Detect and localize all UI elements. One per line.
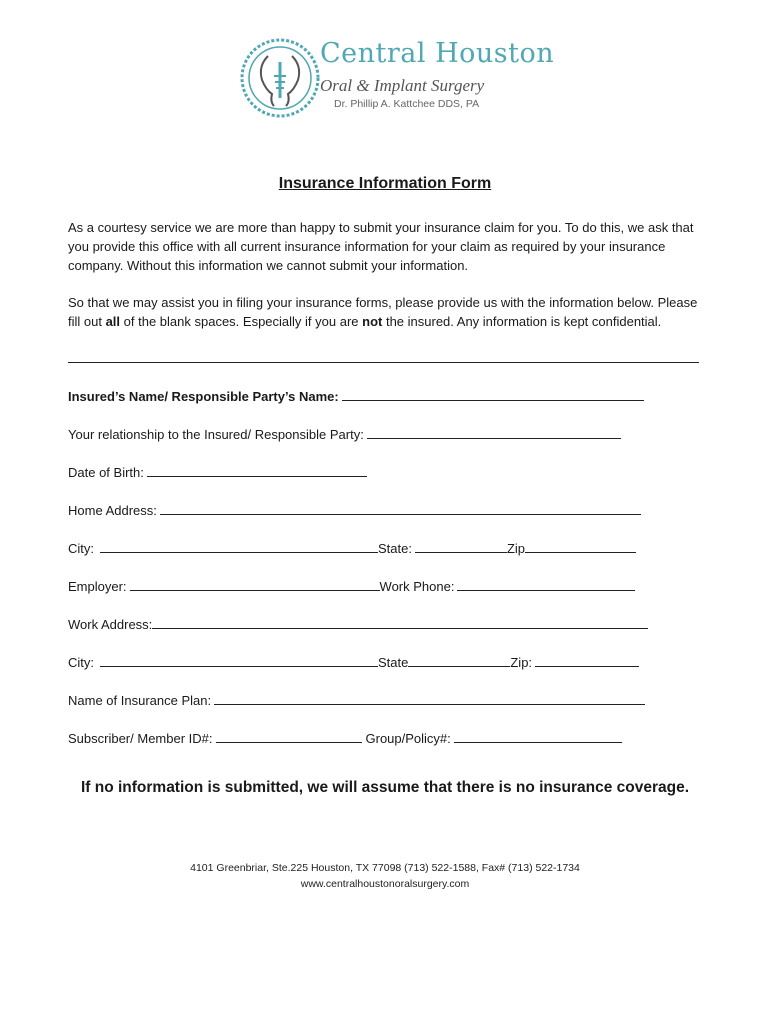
state-field[interactable] xyxy=(415,539,507,553)
footer-website: www.centralhoustonoralsurgery.com xyxy=(300,878,470,890)
subscriber-id-field[interactable] xyxy=(216,729,362,743)
city-field[interactable] xyxy=(100,539,378,553)
zip-label: Zip: xyxy=(510,655,533,670)
work-address-label: Work Address: xyxy=(68,617,153,632)
member-group-row xyxy=(68,729,622,747)
zip-label: Zip xyxy=(506,541,526,556)
home-address-field[interactable] xyxy=(160,501,641,515)
work-address-field[interactable] xyxy=(152,615,648,629)
home-address-label: Home Address: xyxy=(68,503,157,518)
work-address-row xyxy=(68,615,648,633)
state-label: State: xyxy=(378,541,412,556)
section-divider xyxy=(68,362,699,363)
footer xyxy=(0,860,770,892)
city-label: City: xyxy=(68,655,94,670)
insured-name-field[interactable] xyxy=(342,387,644,401)
dob-label: Date of Birth: xyxy=(68,465,144,480)
zip-field[interactable] xyxy=(525,539,636,553)
city-state-zip-row xyxy=(68,539,636,557)
instructions-paragraph xyxy=(68,293,708,331)
instructions-emphasis-all: all xyxy=(105,314,121,329)
zip-field[interactable] xyxy=(535,653,639,667)
work-phone-field[interactable] xyxy=(457,577,635,591)
insurance-plan-label: Name of Insurance Plan: xyxy=(68,693,212,708)
coverage-notice: If no information is submitted, we will assume that there is no insurance coverage. xyxy=(80,779,690,796)
instructions-text: the insured. Any information is kept confidential. xyxy=(382,314,662,329)
insured-name-label: Insured’s Name/ Responsible Party’s Name: xyxy=(68,389,339,404)
relationship-row xyxy=(68,425,621,443)
logo-doctor-name: Dr. Phillip A. Kattchee DDS, PA xyxy=(334,98,480,110)
city-state-zip-row-2 xyxy=(68,653,639,671)
subscriber-id-label: Subscriber/ Member ID#: xyxy=(68,731,213,746)
instructions-text: of the blank spaces. Especially if you are xyxy=(120,314,363,329)
employer-label: Employer: xyxy=(68,579,127,594)
city-label: City: xyxy=(68,541,94,556)
home-address-row xyxy=(68,501,641,519)
employer-row xyxy=(68,577,635,595)
state-label: State xyxy=(378,655,409,670)
group-policy-field[interactable] xyxy=(454,729,622,743)
form-title: Insurance Information Form xyxy=(278,175,492,192)
employer-field[interactable] xyxy=(130,577,380,591)
intro-paragraph: As a courtesy service we are more than happy to submit your insurance claim for you. To do this, we ask that you provide this office with all current insurance information for your claim as required by your insurance company. Without this information we cannot submit your information. xyxy=(68,220,694,273)
insurance-plan-field[interactable] xyxy=(214,691,645,705)
logo-emblem-icon xyxy=(238,36,322,120)
dob-field[interactable] xyxy=(147,463,367,477)
insurance-plan-row xyxy=(68,691,645,709)
work-phone-label: Work Phone: xyxy=(379,579,455,594)
insured-name-row xyxy=(68,387,644,405)
city-field[interactable] xyxy=(100,653,378,667)
relationship-field[interactable] xyxy=(367,425,621,439)
logo-tagline: Oral & Implant Surgery xyxy=(320,76,485,95)
logo-practice-name: Central Houston xyxy=(320,38,555,69)
instructions-text: So that we may assist you in filing your insurance forms, please provide us with the information below. Please fill out xyxy=(68,295,698,329)
state-field[interactable] xyxy=(408,653,510,667)
practice-logo xyxy=(228,30,555,130)
instructions-emphasis-not: not xyxy=(362,314,383,329)
dob-row xyxy=(68,463,367,481)
footer-address: 4101 Greenbriar, Ste.225 Houston, TX 77098 (713) 522-1588, Fax# (713) 522-1734 xyxy=(190,862,580,874)
group-policy-label: Group/Policy#: xyxy=(365,731,451,746)
relationship-label: Your relationship to the Insured/ Responsible Party: xyxy=(68,427,364,442)
